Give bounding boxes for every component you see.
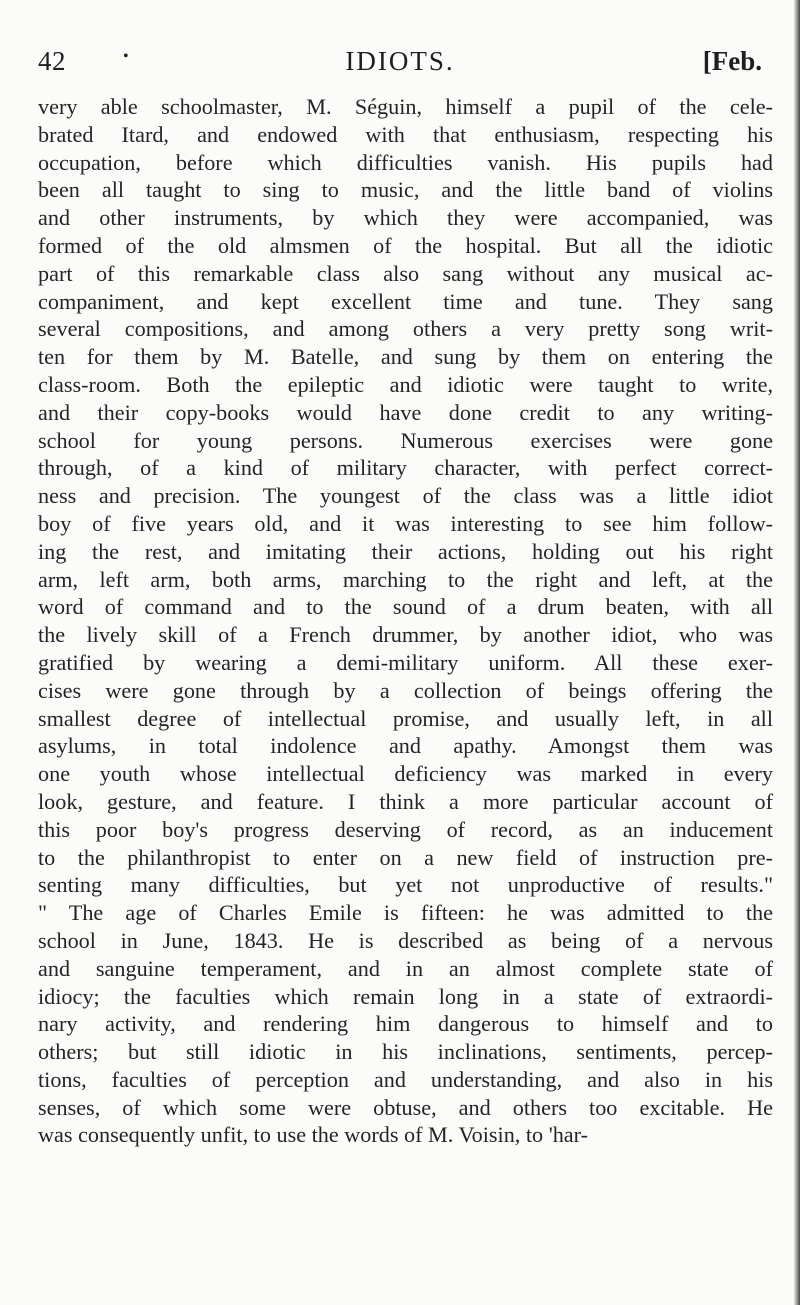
text-line: several compositions, and among others a very pretty song writ- xyxy=(38,316,773,342)
text-line: nary activity, and rendering him dangerous to himself and to xyxy=(38,1011,773,1037)
page-number: 42 xyxy=(38,46,66,76)
text-line: asylums, in total indolence and apathy. Amongst them was xyxy=(38,733,773,759)
text-line: this poor boy's progress deserving of record, as an inducement xyxy=(38,816,773,842)
text-line: word of command and to the sound of a drum beaten, with all xyxy=(38,594,773,620)
text-line: occupation, before which difficulties vanish. His pupils had xyxy=(38,149,773,175)
text-line: been all taught to sing to music, and the little band of violins xyxy=(38,177,773,203)
text-line: senses, of which some were obtuse, and others too excitable. He xyxy=(38,1094,773,1120)
text-line: and their copy-books would have done credit to any writing- xyxy=(38,399,773,425)
text-line: part of this remarkable class also sang without any musical ac- xyxy=(38,260,773,286)
text-line: brated Itard, and endowed with that enthusiasm, respecting his xyxy=(38,121,773,147)
text-line: ness and precision. The youngest of the class was a little idiot xyxy=(38,483,773,509)
text-line: one youth whose intellectual deficiency was marked in every xyxy=(38,761,773,787)
header-date: [Feb. xyxy=(702,46,762,76)
text-line: cises were gone through by a collection of beings offering the xyxy=(38,677,773,703)
text-line: class-room. Both the epileptic and idiotic were taught to write, xyxy=(38,371,773,397)
text-line: arm, left arm, both arms, marching to the right and left, at the xyxy=(38,566,773,592)
text-line: tions, faculties of perception and understanding, and also in his xyxy=(38,1066,773,1092)
text-line: and other instruments, by which they were accompanied, was xyxy=(38,205,773,231)
text-line: boy of five years old, and it was interesting to see him follow- xyxy=(38,510,773,536)
page-edge-shadow xyxy=(794,0,800,1305)
text-line: through, of a kind of military character, with perfect correct- xyxy=(38,455,773,481)
text-line: very able schoolmaster, M. Séguin, himself a pupil of the cele- xyxy=(38,94,773,119)
text-line: companiment, and kept excellent time and tune. They sang xyxy=(38,288,773,314)
text-line: the lively skill of a French drummer, by another idiot, who was xyxy=(38,622,773,648)
body-text xyxy=(38,93,773,1149)
text-line: school for young persons. Numerous exercises were gone xyxy=(38,427,773,453)
text-line: look, gesture, and feature. I think a more particular account of xyxy=(38,788,773,814)
text-line: ten for them by M. Batelle, and sung by them on entering the xyxy=(38,344,773,370)
text-line: others; but still idiotic in his inclinations, sentiments, percep- xyxy=(38,1039,773,1065)
text-line: school in June, 1843. He is described as being of a nervous xyxy=(38,927,773,953)
text-line: senting many difficulties, but yet not unproductive of results." xyxy=(38,872,773,898)
print-mark: • xyxy=(123,48,129,65)
text-line: and sanguine temperament, and in an almost complete state of xyxy=(38,955,773,981)
text-line: idiocy; the faculties which remain long in a state of extraordi- xyxy=(38,983,773,1009)
text-line: " The age of Charles Emile is fifteen: he was admitted to the xyxy=(38,900,773,926)
text-line: smallest degree of intellectual promise, and usually left, in all xyxy=(38,705,773,731)
text-line: was consequently unfit, to use the words of M. Voisin, to 'har- xyxy=(38,1122,588,1148)
text-line: ing the rest, and imitating their actions, holding out his right xyxy=(38,538,773,564)
running-title: IDIOTS. xyxy=(345,46,455,76)
text-line: formed of the old almsmen of the hospital. But all the idiotic xyxy=(38,232,773,258)
text-line: gratified by wearing a demi-military uniform. All these exer- xyxy=(38,649,773,675)
text-line: to the philanthropist to enter on a new field of instruction pre- xyxy=(38,844,773,870)
page-header xyxy=(38,46,762,82)
